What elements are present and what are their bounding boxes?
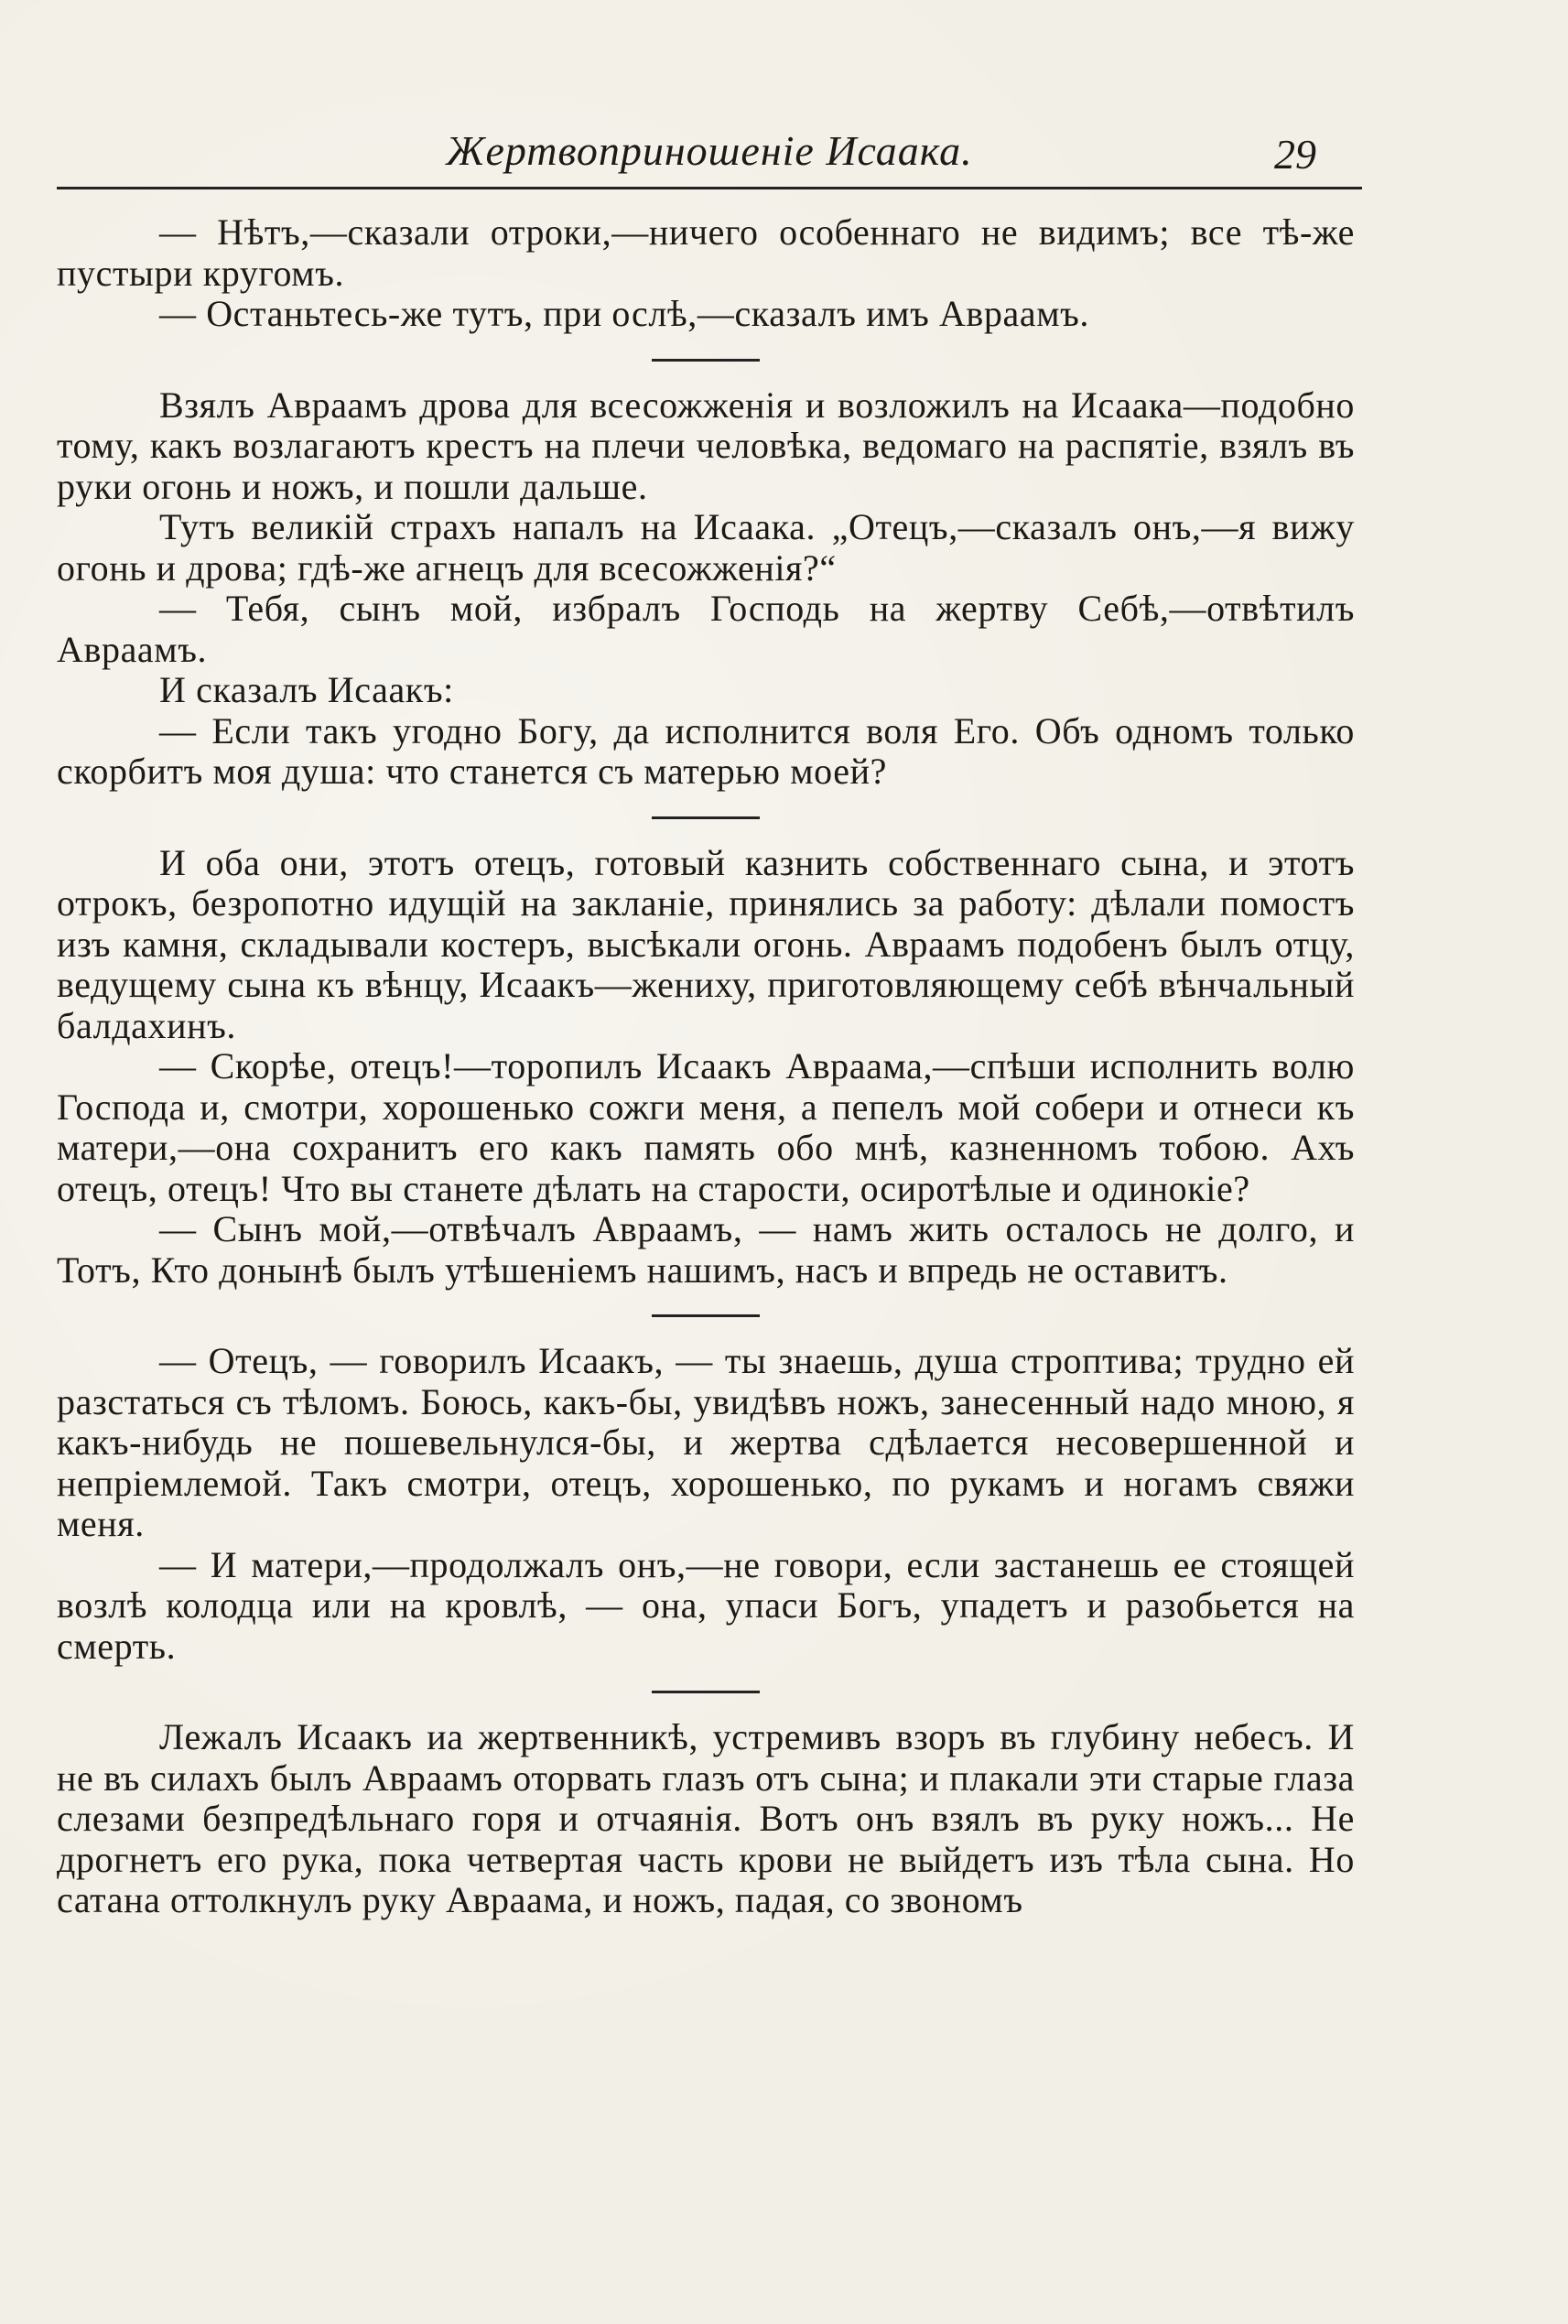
paragraph: — Если такъ угодно Богу, да исполнится воля Его. Объ одномъ только скорбитъ моя душа: что станется съ матерью моей? xyxy=(57,709,1355,792)
paragraph: — Нѣтъ,—сказали отроки,—ничего особеннаго не видимъ; все тѣ-же пустыри кругомъ. xyxy=(57,211,1355,294)
paragraph: Тутъ великій страхъ напалъ на Исаака. „Отецъ,—сказалъ онъ,—я вижу огонь и дрова; гдѣ-же агнецъ для всесожженія?“ xyxy=(57,506,1355,589)
paragraph: — И матери,—продолжалъ онъ,—не говори, если застанешь ее стоящей возлѣ колодца или на кровлѣ, — она, упаси Богъ, упадетъ и разобьется на смерть. xyxy=(57,1543,1355,1667)
paragraph: — Скорѣе, отецъ!—торопилъ Исаакъ Авраама,—спѣши исполнить волю Господа и, смотри, хорошенько сожги меня, а пепелъ мой собери и отнеси къ матери,—она сохранитъ его какъ память обо мнѣ, казненномъ тобою. Ахъ отецъ, отецъ! Что вы станете дѣлать на старости, осиротѣлые и одинокіе? xyxy=(57,1045,1355,1209)
body-text xyxy=(57,212,1355,1921)
paragraph: Взялъ Авраамъ дрова для всесожженія и возложилъ на Исаака—подобно тому, какъ возлагаютъ крестъ на плечи человѣка, ведомаго на распятіе, взялъ въ руки огонь и ножъ, и пошли дальше. xyxy=(57,384,1355,507)
paragraph: — Отецъ, — говорилъ Исаакъ, — ты знаешь, душа строптива; трудно ей разстаться съ тѣломъ. Боюсь, какъ-бы, увидѣвъ ножъ, занесенный надо мною, я какъ-нибудь не пошевельнулся-бы, и жертва сдѣлается несовершенной и непріемлемой. Такъ смотри, отецъ, хорошенько, по рукамъ и ногамъ свяжи меня. xyxy=(57,1340,1355,1544)
paragraph: — Сынъ мой,—отвѣчалъ Авраамъ, — намъ жить осталось не долго, и Тотъ, Кто донынѣ былъ утѣшеніемъ нашимъ, насъ и впредь не оставитъ. xyxy=(57,1208,1355,1291)
section-divider xyxy=(652,359,760,362)
running-title: Жертвоприношеніе Исаака. xyxy=(446,127,973,174)
section-divider xyxy=(652,816,760,819)
paragraph: И оба они, этотъ отецъ, готовый казнить собственнаго сына, и этотъ отрокъ, безропотно идущій на закланіе, принялись за работу: дѣлали помостъ изъ камня, складывали костеръ, высѣкали огонь. Авраамъ подобенъ былъ отцу, ведущему сына къ вѣнцу, Исаакъ—жениху, приготовляющему себѣ вѣнчальный балдахинъ. xyxy=(57,841,1355,1046)
page-header xyxy=(57,117,1362,189)
paragraph: Лежалъ Исаакъ иа жертвенникѣ, устремивъ взоръ въ глубину небесъ. И не въ силахъ былъ Авраамъ оторвать глазъ отъ сына; и плакали эти старые глаза слезами безпредѣльнаго горя и отчаянія. Вотъ онъ взялъ въ руку ножъ... Не дрогнетъ его рука, пока четвертая часть крови не выйдетъ изъ тѣла сына. Но сатана оттолкнулъ руку Авраама, и ножъ, падая, со звономъ xyxy=(57,1716,1355,1920)
page-number: 29 xyxy=(1274,131,1316,178)
paragraph: — Останьтесь-же тутъ, при ослѣ,—сказалъ имъ Авраамъ. xyxy=(159,293,1090,334)
section-divider xyxy=(652,1314,760,1317)
section-divider xyxy=(652,1691,760,1693)
paragraph: И сказалъ Исаакъ: xyxy=(159,669,454,710)
paragraph: — Тебя, сынъ мой, избралъ Господь на жертву Себѣ,—отвѣтилъ Авраамъ. xyxy=(57,588,1355,670)
